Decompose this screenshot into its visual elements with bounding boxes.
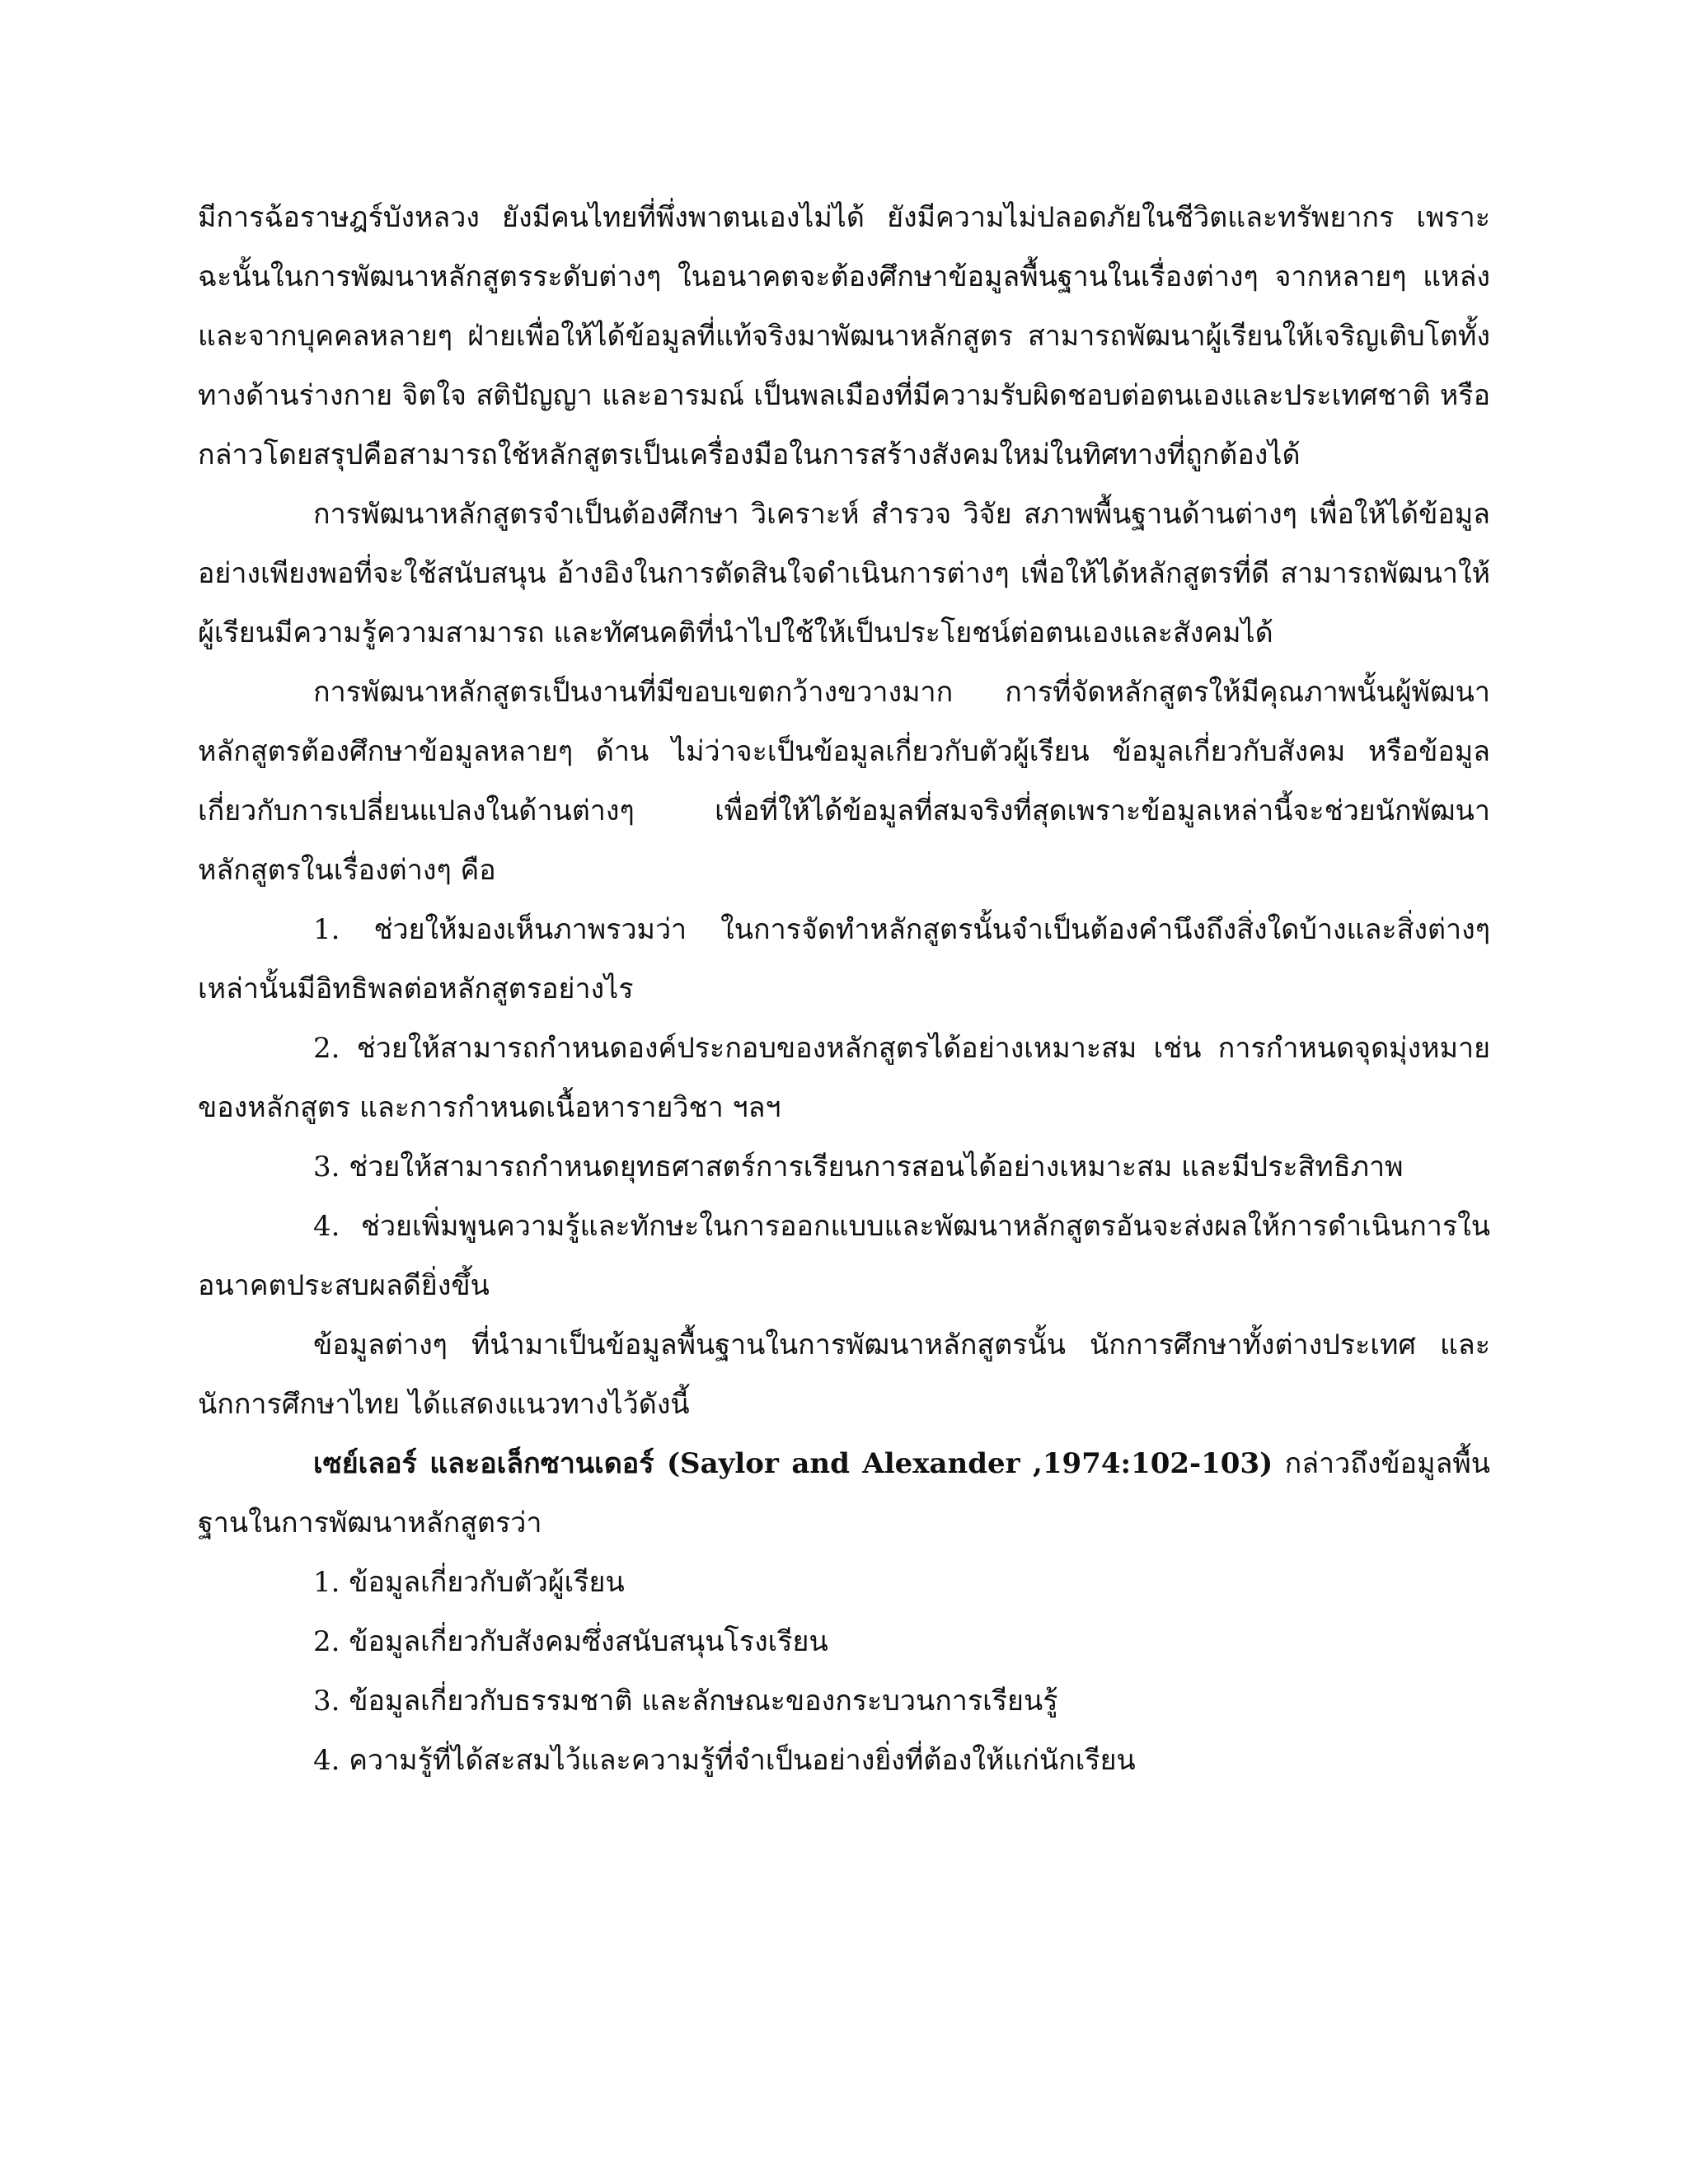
basis-item-2: 2. ข้อมูลเกี่ยวกับสังคมซึ่งสนับสนุนโรงเรียน	[313, 1625, 828, 1658]
list-item-1: 1. ช่วยให้มองเห็นภาพรวมว่า ในการจัดทำหลักสูตรนั้นจำเป็นต้องคำนึงถึงสิ่งใดบ้างและสิ่งต่างๆ เหล่านั้นมีอิทธิพลต่อหลักสูตรอย่างไร	[198, 913, 1490, 1005]
paragraph-3: การพัฒนาหลักสูตรเป็นงานที่มีขอบเขตกว้างขวางมาก การที่จัดหลักสูตรให้มีคุณภาพนั้นผู้พัฒนาหลักสูตรต้องศึกษาข้อมูลหลายๆ ด้าน ไม่ว่าจะเป็นข้อมูลเกี่ยวกับตัวผู้เรียน ข้อมูลเกี่ยวกับสังคม หรือข้อมูลเกี่ยวกับการเปลี่ยนแปลงในด้านต่างๆ เพื่อที่ให้ได้ข้อมูลที่สมจริงที่สุดเพราะข้อมูลเหล่านี้จะช่วยนักพัฒนาหลักสูตรในเรื่องต่างๆ คือ	[198, 676, 1490, 887]
list-item-4: 4. ช่วยเพิ่มพูนความรู้และทักษะในการออกแบบและพัฒนาหลักสูตรอันจะส่งผลให้การดำเนินการในอนาคตประสบผลดียิ่งขึ้น	[198, 1210, 1490, 1302]
paragraph-2: การพัฒนาหลักสูตรจำเป็นต้องศึกษา วิเคราะห์ สำรวจ วิจัย สภาพพื้นฐานด้านต่างๆ เพื่อให้ได้ข้อมูลอย่างเพียงพอที่จะใช้สนับสนุน อ้างอิงในการตัดสินใจดำเนินการต่างๆ เพื่อให้ได้หลักสูตรที่ดี สามารถพัฒนาให้ผู้เรียนมีความรู้ความสามารถ และทัศนคติที่นำไปใช้ให้เป็นประโยชน์ต่อตนเองและสังคมได้	[198, 498, 1490, 649]
basis-item-4: 4. ความรู้ที่ได้สะสมไว้และความรู้ที่จำเป็นอย่างยิ่งที่ต้องให้แก่นักเรียน	[313, 1744, 1136, 1777]
citation-authors: เซย์เลอร์ และอเล็กซานเดอร์ (Saylor and Alexander ,1974:102-103)	[313, 1447, 1273, 1480]
paragraph-5	[198, 1434, 1490, 1553]
paragraph-5-text: กล่าวถึงข้อมูลพื้นฐานในการพัฒนาหลักสูตรว่า	[198, 1447, 1490, 1540]
paragraph-1: มีการฉ้อราษฎร์บังหลวง ยังมีคนไทยที่พึ่งพาตนเองไม่ได้ ยังมีความไม่ปลอดภัยในชีวิตและทรัพยากร เพราะฉะนั้นในการพัฒนาหลักสูตรระดับต่างๆ ในอนาคตจะต้องศึกษาข้อมูลพื้นฐานในเรื่องต่างๆ จากหลายๆ แหล่งและจากบุคคลหลายๆ ฝ่ายเพื่อให้ได้ข้อมูลที่แท้จริงมาพัฒนาหลักสูตร สามารถพัฒนาผู้เรียนให้เจริญเติบโตทั้งทางด้านร่างกาย จิตใจ สติปัญญา และอารมณ์ เป็นพลเมืองที่มีความรับผิดชอบต่อตนเองและประเทศชาติ หรือกล่าวโดยสรุปคือสามารถใช้หลักสูตรเป็นเครื่องมือในการสร้างสังคมใหม่ในทิศทางที่ถูกต้องได้	[198, 201, 1490, 471]
list-item-2: 2. ช่วยให้สามารถกำหนดองค์ประกอบของหลักสูตรได้อย่างเหมาะสม เช่น การกำหนดจุดมุ่งหมายของหลักสูตร และการกำหนดเนื้อหารายวิชา ฯลฯ	[198, 1032, 1490, 1124]
paragraph-4: ข้อมูลต่างๆ ที่นำมาเป็นข้อมูลพื้นฐานในการพัฒนาหลักสูตรนั้น นักการศึกษาทั้งต่างประเทศ และนักการศึกษาไทย ได้แสดงแนวทางไว้ดังนี้	[198, 1329, 1490, 1421]
basis-item-1: 1. ข้อมูลเกี่ยวกับตัวผู้เรียน	[313, 1566, 625, 1599]
list-item-3: 3. ช่วยให้สามารถกำหนดยุทธศาสตร์การเรียนการสอนได้อย่างเหมาะสม และมีประสิทธิภาพ	[313, 1151, 1404, 1183]
basis-item-3: 3. ข้อมูลเกี่ยวกับธรรมชาติ และลักษณะของกระบวนการเรียนรู้	[313, 1685, 1058, 1718]
document-body	[198, 188, 1490, 1790]
